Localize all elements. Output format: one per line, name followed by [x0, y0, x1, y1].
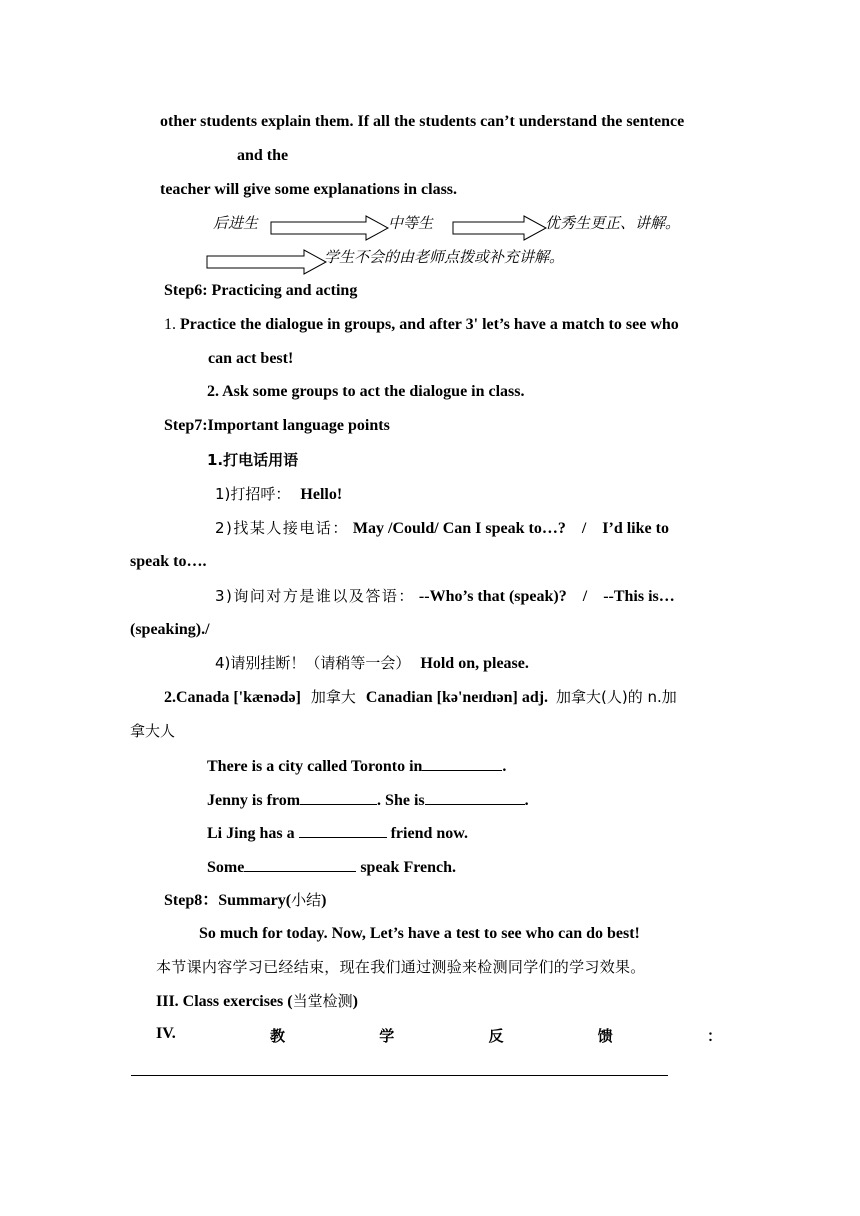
text-line: can act best! — [208, 350, 294, 367]
point-en: Hello! — [300, 486, 343, 503]
answer-blank[interactable] — [425, 789, 525, 805]
text-line: other students explain them. If all the students can’t understand the sentence — [160, 113, 685, 130]
text-line: and the — [237, 147, 289, 164]
point-en: Hold on, please. — [420, 655, 529, 672]
point-en: May /Could/ Can I speak to…? / I’d like to — [352, 520, 669, 537]
vocab-word: Canadian [kə'neɪdɪən] adj. — [365, 689, 549, 706]
step-heading — [164, 890, 326, 911]
point-en: --Who’s that (speak)? / --This is… — [418, 588, 675, 605]
point-heading: 1.打电话用语 — [207, 451, 299, 469]
vocab-cn: 加拿大(人)的 n.加 — [556, 688, 677, 706]
answer-blank[interactable] — [300, 789, 377, 805]
step-label: ) — [321, 892, 327, 909]
summary-cn: 本节课内容学习已经结束，现在我们通过测验来检测同学们的学习效果。 — [156, 958, 646, 976]
section-char: 学 — [379, 1027, 395, 1045]
exercise-text: speak French. — [360, 859, 457, 876]
section-label: ) — [352, 993, 358, 1010]
point-cn: 4)请别挂断！（请稍等一会） — [215, 654, 411, 672]
text-line: 2. Ask some groups to act the dialogue in class. — [207, 383, 525, 400]
list-text: Practice the dialogue in groups, and after 3' let’s have a match to see who — [180, 316, 679, 333]
exercise-text: . — [524, 792, 529, 809]
exercise-text: . She is — [377, 792, 425, 809]
exercise-text: Some — [207, 859, 245, 876]
text-line — [215, 653, 529, 674]
step-heading: Step7:Important language points — [164, 417, 390, 434]
list-number: 1. — [164, 316, 176, 333]
point-cn: 1)打招呼： — [215, 485, 291, 503]
flow-label-top: 优秀生更正、讲解。 — [545, 214, 681, 232]
section-label-cn: 当堂检测 — [292, 992, 353, 1010]
section-char: 反 — [488, 1027, 504, 1045]
point-cn: 2)找某人接电话： — [215, 519, 349, 537]
text-line: So much for today. Now, Let’s have a test to see who can do best! — [199, 925, 640, 942]
exercise-text: . — [502, 758, 507, 775]
section-heading — [156, 1025, 722, 1046]
section-label: III. Class exercises ( — [156, 993, 293, 1010]
text-line — [215, 586, 675, 607]
section-numeral: IV. — [156, 1025, 176, 1042]
text-line: teacher will give some explanations in class. — [160, 181, 458, 198]
exercise-line — [207, 755, 506, 777]
exercise-line — [207, 789, 529, 811]
answer-line[interactable] — [131, 1075, 668, 1076]
vocab-cn: 加拿大 — [310, 688, 356, 706]
point-cn: 3)询问对方是谁以及答语： — [215, 587, 415, 605]
text-line — [164, 687, 677, 708]
section-char: ： — [706, 1027, 722, 1045]
answer-blank[interactable] — [299, 822, 387, 838]
text-line — [207, 450, 298, 471]
step-heading: Step6: Practicing and acting — [164, 282, 358, 299]
arrow-icon — [452, 215, 548, 241]
section-heading — [156, 991, 358, 1012]
text-line — [130, 721, 175, 742]
vocab-cn: 拿大人 — [130, 722, 176, 740]
exercise-text: Jenny is from — [207, 792, 301, 809]
text-line — [164, 315, 679, 335]
answer-blank[interactable] — [244, 856, 356, 872]
section-char: 馈 — [597, 1027, 613, 1045]
step-label-cn: 小结 — [291, 891, 322, 909]
arrow-icon — [206, 249, 328, 275]
text-line — [215, 518, 669, 539]
exercise-text: Li Jing has a — [207, 825, 295, 842]
exercise-text: friend now. — [390, 825, 468, 842]
flow-label-lower: 后进生 — [213, 214, 259, 232]
arrow-icon — [270, 215, 390, 241]
exercise-text: There is a city called Toronto in — [207, 758, 423, 775]
text-line — [156, 957, 646, 978]
text-line — [215, 484, 342, 505]
exercise-line — [207, 856, 456, 878]
text-line: speak to…. — [130, 553, 207, 570]
exercise-line — [207, 822, 468, 844]
step-label: Step8：Summary( — [164, 892, 292, 909]
section-char: 教 — [269, 1027, 285, 1045]
flow-label-teacher: 学生不会的由老师点拨或补充讲解。 — [324, 248, 565, 266]
vocab-word: 2.Canada ['kænədə] — [164, 689, 301, 706]
answer-blank[interactable] — [422, 755, 502, 771]
text-line: (speaking)./ — [130, 621, 210, 638]
flow-label-middle: 中等生 — [388, 214, 434, 232]
